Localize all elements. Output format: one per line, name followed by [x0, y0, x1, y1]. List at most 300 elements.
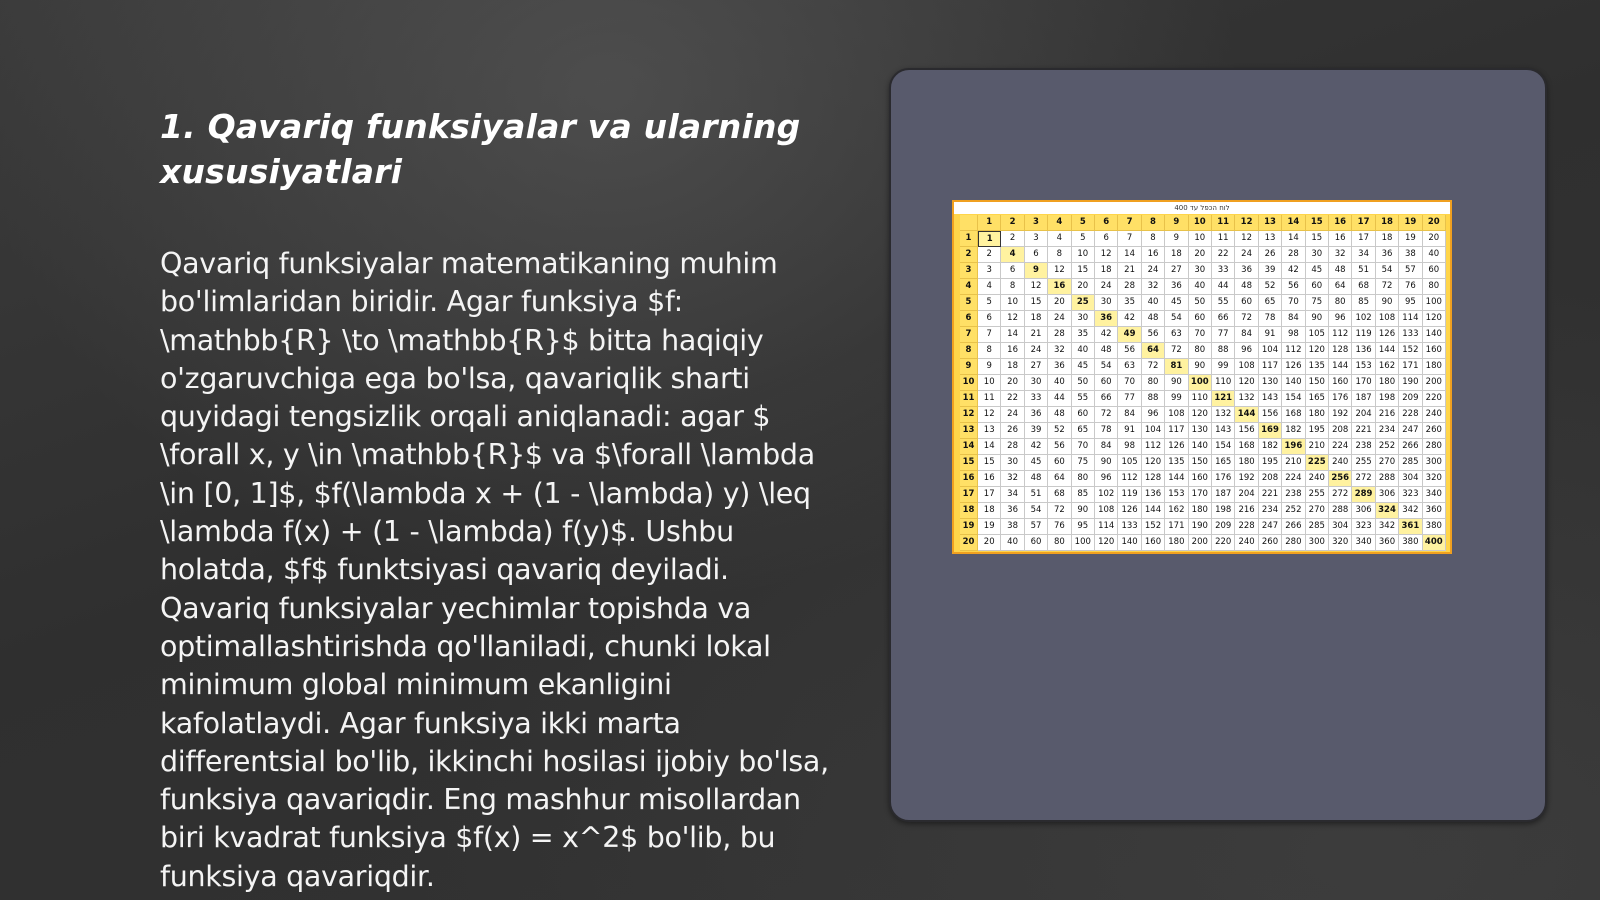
- table-cell: 196: [1282, 439, 1305, 455]
- table-cell: 84: [1095, 439, 1118, 455]
- table-cell: 40: [1048, 375, 1071, 391]
- table-cell: 72: [1165, 343, 1188, 359]
- table-column-header: 16: [1329, 215, 1352, 231]
- table-cell: 35: [1118, 295, 1141, 311]
- table-cell: 198: [1212, 503, 1235, 519]
- table-cell: 36: [1001, 503, 1024, 519]
- table-cell: 28: [1118, 279, 1141, 295]
- table-cell: 50: [1072, 375, 1095, 391]
- table-cell: 10: [1001, 295, 1024, 311]
- table-cell: 32: [1329, 247, 1352, 263]
- table-cell: 30: [1025, 375, 1048, 391]
- table-cell: 12: [978, 407, 1001, 423]
- table-cell: 306: [1376, 487, 1399, 503]
- table-cell: 300: [1306, 535, 1329, 551]
- table-column-header: 18: [1376, 215, 1399, 231]
- table-cell: 112: [1142, 439, 1165, 455]
- table-cell: 240: [1235, 535, 1258, 551]
- table-cell: 36: [1376, 247, 1399, 263]
- table-cell: 18: [1376, 231, 1399, 247]
- table-cell: 55: [1212, 295, 1235, 311]
- table-cell: 21: [1025, 327, 1048, 343]
- table-cell: 126: [1118, 503, 1141, 519]
- table-cell: 80: [1329, 295, 1352, 311]
- table-cell: 77: [1212, 327, 1235, 343]
- table-cell: 4: [1048, 231, 1071, 247]
- table-column-header: 5: [1072, 215, 1095, 231]
- table-cell: 6: [1095, 231, 1118, 247]
- table-cell: 30: [1001, 455, 1024, 471]
- table-cell: 119: [1118, 487, 1141, 503]
- table-cell: 12: [1025, 279, 1048, 295]
- table-cell: 100: [1189, 375, 1212, 391]
- table-cell: 77: [1118, 391, 1141, 407]
- table-cell: 108: [1376, 311, 1399, 327]
- table-cell: 182: [1282, 423, 1305, 439]
- table-cell: 90: [1189, 359, 1212, 375]
- table-cell: 143: [1259, 391, 1282, 407]
- table-cell: 45: [1306, 263, 1329, 279]
- table-cell: 256: [1329, 471, 1352, 487]
- table-cell: 266: [1282, 519, 1305, 535]
- image-panel: [889, 68, 1547, 822]
- table-cell: 126: [1282, 359, 1305, 375]
- table-cell: 255: [1352, 455, 1375, 471]
- slide-body-text: Qavariq funksiyalar matematikaning muhim bo'limlaridan biridir. Agar funksiya $f: \mathbb{R} \to \mathbb{R}$ bitta haqiqiy o'zgaruvchiga ega bo'lsa, qavariqlik sharti quyidagi tengsizlik orqali aniqlanadi: agar $ \forall x, y \in \mathbb{R}$ va $\forall \lambda \in [0, 1]$, $f(\lambda x + (1 - \lambda) y) \leq \lambda f(x) + (1 - \lambda) f(y)$. Ushbu holatda, $f$ funktsiyasi qavariq deyiladi. Qavariq funksiyalar yechimlar topishda va optimallashtirishda qo'llaniladi, chunki lokal minimum global minimum ekanligini kafolatlaydi. Agar funksiya ikki marta differentsial bo'lib, ikkinchi hosilasi ijobiy bo'lsa, funksiya qavariqdir. Eng mashhur misollardan biri kvadrat funksiya $f(x) = x^2$ bo'lib, bu funksiya qavariqdir.: [160, 247, 829, 893]
- table-cell: 15: [978, 455, 1001, 471]
- table-cell: 20: [978, 535, 1001, 551]
- table-cell: 112: [1329, 327, 1352, 343]
- table-cell: 190: [1189, 519, 1212, 535]
- table-cell: 24: [1025, 343, 1048, 359]
- table-cell: 126: [1165, 439, 1188, 455]
- table-cell: 209: [1399, 391, 1422, 407]
- table-column-header: 19: [1399, 215, 1422, 231]
- table-cell: 42: [1282, 263, 1305, 279]
- table-cell: 49: [1118, 327, 1141, 343]
- table-cell: 80: [1189, 343, 1212, 359]
- table-cell: 64: [1329, 279, 1352, 295]
- table-cell: 117: [1165, 423, 1188, 439]
- table-cell: 20: [1001, 375, 1024, 391]
- table-cell: 195: [1259, 455, 1282, 471]
- table-column-header: 17: [1352, 215, 1375, 231]
- table-cell: 190: [1399, 375, 1422, 391]
- table-cell: 33: [1212, 263, 1235, 279]
- table-cell: 39: [1259, 263, 1282, 279]
- table-cell: 32: [1001, 471, 1024, 487]
- table-cell: 210: [1282, 455, 1305, 471]
- table-cell: 28: [1282, 247, 1305, 263]
- table-cell: 168: [1235, 439, 1258, 455]
- table-cell: 56: [1142, 327, 1165, 343]
- table-cell: 176: [1212, 471, 1235, 487]
- table-row-header: 9: [960, 359, 978, 375]
- table-cell: 91: [1259, 327, 1282, 343]
- table-cell: 72: [1142, 359, 1165, 375]
- table-cell: 114: [1399, 311, 1422, 327]
- table-cell: 120: [1423, 311, 1446, 327]
- table-cell: 72: [1048, 503, 1071, 519]
- table-cell: 132: [1212, 407, 1235, 423]
- table-cell: 96: [1095, 471, 1118, 487]
- slide-title: 1. Qavariq funksiyalar va ularning xususiyatlari: [160, 107, 801, 191]
- table-cell: 252: [1376, 439, 1399, 455]
- table-cell: 98: [1282, 327, 1305, 343]
- table-cell: 15: [1306, 231, 1329, 247]
- table-cell: 60: [1095, 375, 1118, 391]
- table-cell: 144: [1376, 343, 1399, 359]
- table-cell: 272: [1352, 471, 1375, 487]
- table-cell: 144: [1235, 407, 1258, 423]
- table-cell: 85: [1072, 487, 1095, 503]
- table-cell: 88: [1142, 391, 1165, 407]
- table-cell: 56: [1048, 439, 1071, 455]
- table-cell: 17: [978, 487, 1001, 503]
- table-cell: 170: [1189, 487, 1212, 503]
- table-cell: 6: [1001, 263, 1024, 279]
- table-cell: 200: [1189, 535, 1212, 551]
- table-cell: 140: [1189, 439, 1212, 455]
- table-cell: 3: [1025, 231, 1048, 247]
- table-cell: 209: [1212, 519, 1235, 535]
- table-cell: 180: [1306, 407, 1329, 423]
- table-cell: 16: [1001, 343, 1024, 359]
- table-cell: 34: [1001, 487, 1024, 503]
- table-cell: 51: [1025, 487, 1048, 503]
- table-column-header: 15: [1306, 215, 1329, 231]
- table-column-header: 12: [1235, 215, 1258, 231]
- table-row-header: 4: [960, 279, 978, 295]
- table-row-header: 18: [960, 503, 978, 519]
- table-cell: 168: [1282, 407, 1305, 423]
- table-cell: 120: [1095, 535, 1118, 551]
- table-cell: 13: [978, 423, 1001, 439]
- table-cell: 110: [1212, 375, 1235, 391]
- table-cell: 90: [1306, 311, 1329, 327]
- table-row-header: 19: [960, 519, 978, 535]
- table-cell: 6: [978, 311, 1001, 327]
- table-cell: 120: [1235, 375, 1258, 391]
- table-cell: 24: [1001, 407, 1024, 423]
- table-cell: 208: [1259, 471, 1282, 487]
- table-column-header: 14: [1282, 215, 1305, 231]
- table-cell: 170: [1352, 375, 1375, 391]
- table-cell: 57: [1025, 519, 1048, 535]
- table-cell: 105: [1306, 327, 1329, 343]
- table-column-header: 20: [1423, 215, 1446, 231]
- table-cell: 24: [1048, 311, 1071, 327]
- table-cell: 165: [1212, 455, 1235, 471]
- table-cell: 304: [1329, 519, 1352, 535]
- table-cell: 130: [1259, 375, 1282, 391]
- table-cell: 28: [1048, 327, 1071, 343]
- table-cell: 102: [1095, 487, 1118, 503]
- table-cell: 84: [1235, 327, 1258, 343]
- table-cell: 169: [1259, 423, 1282, 439]
- table-cell: 140: [1282, 375, 1305, 391]
- table-cell: 27: [1165, 263, 1188, 279]
- table-cell: 132: [1235, 391, 1258, 407]
- multiplication-grid: [960, 215, 1446, 551]
- table-cell: 21: [1118, 263, 1141, 279]
- table-cell: 114: [1095, 519, 1118, 535]
- table-cell: 18: [1095, 263, 1118, 279]
- table-cell: 52: [1048, 423, 1071, 439]
- table-cell: 156: [1235, 423, 1258, 439]
- table-cell: 22: [1001, 391, 1024, 407]
- table-cell: 60: [1235, 295, 1258, 311]
- table-cell: 32: [1142, 279, 1165, 295]
- table-cell: 361: [1399, 519, 1422, 535]
- table-cell: 323: [1352, 519, 1375, 535]
- table-cell: 84: [1282, 311, 1305, 327]
- table-cell: 160: [1423, 343, 1446, 359]
- table-cell: 180: [1165, 535, 1188, 551]
- table-cell: 119: [1352, 327, 1375, 343]
- table-cell: 221: [1259, 487, 1282, 503]
- table-cell: 204: [1235, 487, 1258, 503]
- table-cell: 285: [1306, 519, 1329, 535]
- table-cell: 19: [978, 519, 1001, 535]
- table-cell: 63: [1165, 327, 1188, 343]
- table-cell: 72: [1095, 407, 1118, 423]
- table-cell: 234: [1376, 423, 1399, 439]
- table-cell: 17: [1352, 231, 1375, 247]
- table-row-header: 6: [960, 311, 978, 327]
- table-caption: לוח הכפל עד 400: [954, 202, 1450, 214]
- table-cell: 128: [1329, 343, 1352, 359]
- table-cell: 36: [1235, 263, 1258, 279]
- table-cell: 51: [1352, 263, 1375, 279]
- table-cell: 136: [1142, 487, 1165, 503]
- table-cell: 128: [1142, 471, 1165, 487]
- table-cell: 247: [1259, 519, 1282, 535]
- table-cell: 80: [1072, 471, 1095, 487]
- table-column-header: 11: [1212, 215, 1235, 231]
- table-cell: 76: [1399, 279, 1422, 295]
- table-cell: 90: [1376, 295, 1399, 311]
- table-cell: 75: [1072, 455, 1095, 471]
- table-cell: 260: [1423, 423, 1446, 439]
- table-cell: 54: [1025, 503, 1048, 519]
- table-cell: 204: [1352, 407, 1375, 423]
- table-cell: 10: [1072, 247, 1095, 263]
- table-cell: 208: [1329, 423, 1352, 439]
- table-cell: 140: [1423, 327, 1446, 343]
- table-cell: 130: [1189, 423, 1212, 439]
- table-cell: 104: [1142, 423, 1165, 439]
- table-cell: 342: [1399, 503, 1422, 519]
- table-cell: 60: [1072, 407, 1095, 423]
- table-cell: 1: [978, 231, 1001, 247]
- table-cell: 5: [978, 295, 1001, 311]
- table-cell: 64: [1142, 343, 1165, 359]
- table-cell: 14: [1282, 231, 1305, 247]
- table-column-header: 8: [1142, 215, 1165, 231]
- table-cell: 216: [1376, 407, 1399, 423]
- table-cell: 66: [1212, 311, 1235, 327]
- table-cell: 240: [1423, 407, 1446, 423]
- table-cell: 27: [1025, 359, 1048, 375]
- table-cell: 10: [978, 375, 1001, 391]
- table-cell: 72: [1376, 279, 1399, 295]
- table-cell: 224: [1282, 471, 1305, 487]
- table-column-header: 10: [1189, 215, 1212, 231]
- table-cell: 105: [1118, 455, 1141, 471]
- table-cell: 99: [1165, 391, 1188, 407]
- multiplication-table-image: [952, 200, 1452, 554]
- table-column-header: 13: [1259, 215, 1282, 231]
- table-cell: 12: [1048, 263, 1071, 279]
- table-cell: 24: [1142, 263, 1165, 279]
- table-cell: 12: [1001, 311, 1024, 327]
- table-cell: 84: [1118, 407, 1141, 423]
- table-cell: 22: [1212, 247, 1235, 263]
- table-cell: 162: [1376, 359, 1399, 375]
- table-row-header: 3: [960, 263, 978, 279]
- table-cell: 35: [1072, 327, 1095, 343]
- table-cell: 100: [1072, 535, 1095, 551]
- table-cell: 238: [1282, 487, 1305, 503]
- table-cell: 56: [1282, 279, 1305, 295]
- table-cell: 88: [1212, 343, 1235, 359]
- table-cell: 360: [1376, 535, 1399, 551]
- table-cell: 26: [1001, 423, 1024, 439]
- table-cell: 32: [1048, 343, 1071, 359]
- table-cell: 45: [1165, 295, 1188, 311]
- table-cell: 16: [978, 471, 1001, 487]
- table-row-header: 15: [960, 455, 978, 471]
- table-cell: 80: [1423, 279, 1446, 295]
- table-cell: 68: [1048, 487, 1071, 503]
- table-cell: 304: [1399, 471, 1422, 487]
- table-row-header: 20: [960, 535, 978, 551]
- table-column-header: 1: [978, 215, 1001, 231]
- table-cell: 9: [978, 359, 1001, 375]
- table-cell: 42: [1025, 439, 1048, 455]
- table-cell: 152: [1399, 343, 1422, 359]
- table-cell: 228: [1399, 407, 1422, 423]
- table-cell: 400: [1423, 535, 1446, 551]
- table-cell: 54: [1376, 263, 1399, 279]
- table-cell: 180: [1376, 375, 1399, 391]
- table-cell: 55: [1072, 391, 1095, 407]
- table-cell: 192: [1329, 407, 1352, 423]
- table-row-header: 8: [960, 343, 978, 359]
- table-cell: 70: [1189, 327, 1212, 343]
- table-cell: 342: [1376, 519, 1399, 535]
- table-row-header: 16: [960, 471, 978, 487]
- table-cell: 180: [1189, 503, 1212, 519]
- table-cell: 91: [1118, 423, 1141, 439]
- table-cell: 2: [1001, 231, 1024, 247]
- table-cell: 340: [1352, 535, 1375, 551]
- table-cell: 2: [978, 247, 1001, 263]
- table-cell: 272: [1329, 487, 1352, 503]
- table-cell: 380: [1423, 519, 1446, 535]
- table-cell: 40: [1189, 279, 1212, 295]
- table-cell: 180: [1423, 359, 1446, 375]
- table-cell: 306: [1352, 503, 1375, 519]
- table-cell: 154: [1282, 391, 1305, 407]
- table-cell: 153: [1352, 359, 1375, 375]
- table-cell: 20: [1072, 279, 1095, 295]
- table-cell: 30: [1306, 247, 1329, 263]
- table-column-header: 6: [1095, 215, 1118, 231]
- table-cell: 30: [1189, 263, 1212, 279]
- table-cell: 57: [1399, 263, 1422, 279]
- table-cell: 120: [1189, 407, 1212, 423]
- table-cell: 255: [1306, 487, 1329, 503]
- table-cell: 90: [1165, 375, 1188, 391]
- table-cell: 160: [1142, 535, 1165, 551]
- table-cell: 40: [1001, 535, 1024, 551]
- table-cell: 56: [1118, 343, 1141, 359]
- table-cell: 252: [1282, 503, 1305, 519]
- table-cell: 216: [1235, 503, 1258, 519]
- table-cell: 120: [1142, 455, 1165, 471]
- table-cell: 324: [1376, 503, 1399, 519]
- table-cell: 36: [1048, 359, 1071, 375]
- table-cell: 140: [1118, 535, 1141, 551]
- table-cell: 150: [1306, 375, 1329, 391]
- table-cell: 50: [1189, 295, 1212, 311]
- table-cell: 192: [1235, 471, 1258, 487]
- table-cell: 360: [1423, 503, 1446, 519]
- table-cell: 36: [1095, 311, 1118, 327]
- table-cell: 70: [1118, 375, 1141, 391]
- table-cell: 285: [1399, 455, 1422, 471]
- table-cell: 228: [1235, 519, 1258, 535]
- table-cell: 133: [1118, 519, 1141, 535]
- table-cell: 76: [1048, 519, 1071, 535]
- table-cell: 30: [1095, 295, 1118, 311]
- table-cell: 12: [1095, 247, 1118, 263]
- table-cell: 19: [1399, 231, 1422, 247]
- table-cell: 270: [1306, 503, 1329, 519]
- table-cell: 270: [1376, 455, 1399, 471]
- table-cell: 18: [1001, 359, 1024, 375]
- table-cell: 70: [1282, 295, 1305, 311]
- table-cell: 25: [1072, 295, 1095, 311]
- table-cell: 20: [1189, 247, 1212, 263]
- table-cell: 224: [1329, 439, 1352, 455]
- table-cell: 40: [1423, 247, 1446, 263]
- table-cell: 18: [978, 503, 1001, 519]
- table-cell: 135: [1165, 455, 1188, 471]
- table-cell: 150: [1189, 455, 1212, 471]
- table-cell: 64: [1048, 471, 1071, 487]
- table-cell: 380: [1399, 535, 1422, 551]
- table-cell: 4: [978, 279, 1001, 295]
- table-cell: 34: [1352, 247, 1375, 263]
- table-cell: 80: [1142, 375, 1165, 391]
- table-cell: 162: [1165, 503, 1188, 519]
- table-cell: 238: [1352, 439, 1375, 455]
- table-cell: 117: [1259, 359, 1282, 375]
- table-cell: 200: [1423, 375, 1446, 391]
- table-row-header: 14: [960, 439, 978, 455]
- table-column-header: 2: [1001, 215, 1024, 231]
- table-row-header: 12: [960, 407, 978, 423]
- table-cell: 11: [978, 391, 1001, 407]
- table-cell: 60: [1048, 455, 1071, 471]
- table-cell: 60: [1025, 535, 1048, 551]
- table-column-header: 9: [1165, 215, 1188, 231]
- table-cell: 14: [1118, 247, 1141, 263]
- table-cell: 95: [1399, 295, 1422, 311]
